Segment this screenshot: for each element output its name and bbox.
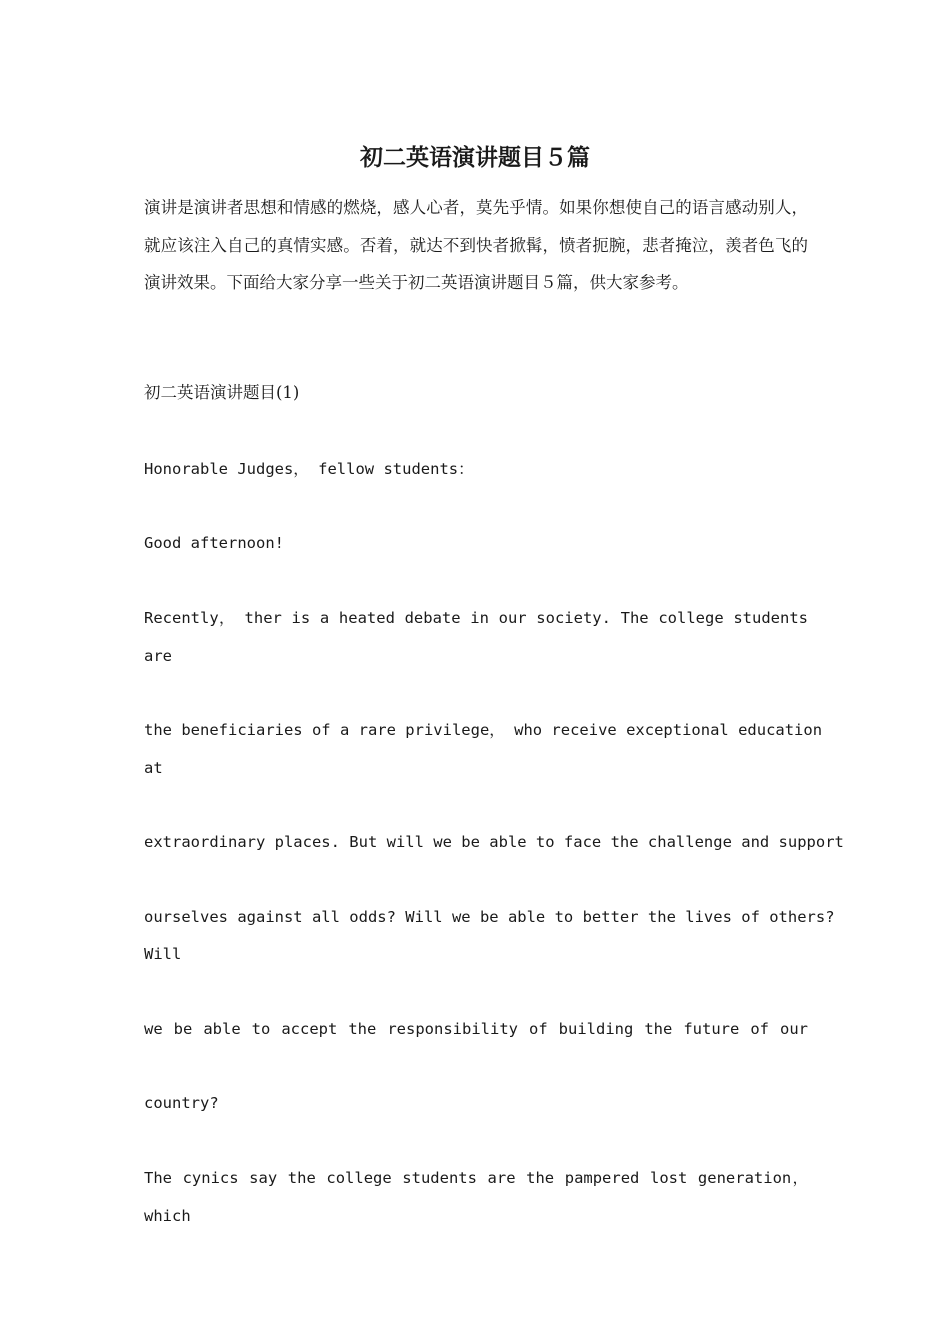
speech-line-greeting: Good afternoon! bbox=[144, 534, 284, 552]
section-heading: 初二英语演讲题目(1) bbox=[144, 383, 300, 402]
speech-line: the beneficiaries of a rare privilege， who receive exceptional education bbox=[144, 721, 823, 739]
speech-line-salutation: Honorable Judges， fellow students： bbox=[144, 460, 474, 478]
document-title: 初二英语演讲题目５篇 bbox=[360, 144, 590, 171]
speech-line: country? bbox=[144, 1094, 219, 1112]
speech-line: extraordinary places. But will we be able to face the challenge and support bbox=[144, 833, 844, 851]
speech-line: Will bbox=[144, 945, 182, 963]
speech-line: at bbox=[144, 759, 163, 777]
speech-line: ourselves against all odds? Will we be able to better the lives of others? bbox=[144, 908, 835, 926]
speech-line: we be able to accept the responsibility of building the future of our bbox=[144, 1020, 808, 1038]
speech-line: Recently， ther is a heated debate in our society. The college students bbox=[144, 609, 808, 627]
speech-line: are bbox=[144, 647, 172, 665]
speech-line: which bbox=[144, 1207, 191, 1225]
speech-line: The cynics say the college students are the pampered lost generation， bbox=[144, 1169, 808, 1187]
intro-paragraph: 演讲是演讲者思想和情感的燃烧，感人心者，莫先乎情。如果你想使自己的语言感动别人，就应该注入自己的真情实感。否着，就达不到快者掀髯，愤者扼腕，悲者掩泣，羡者色飞的演讲效果。下面给大家分享一些关于初二英语演讲题目５篇，供大家参考。 bbox=[144, 198, 808, 292]
